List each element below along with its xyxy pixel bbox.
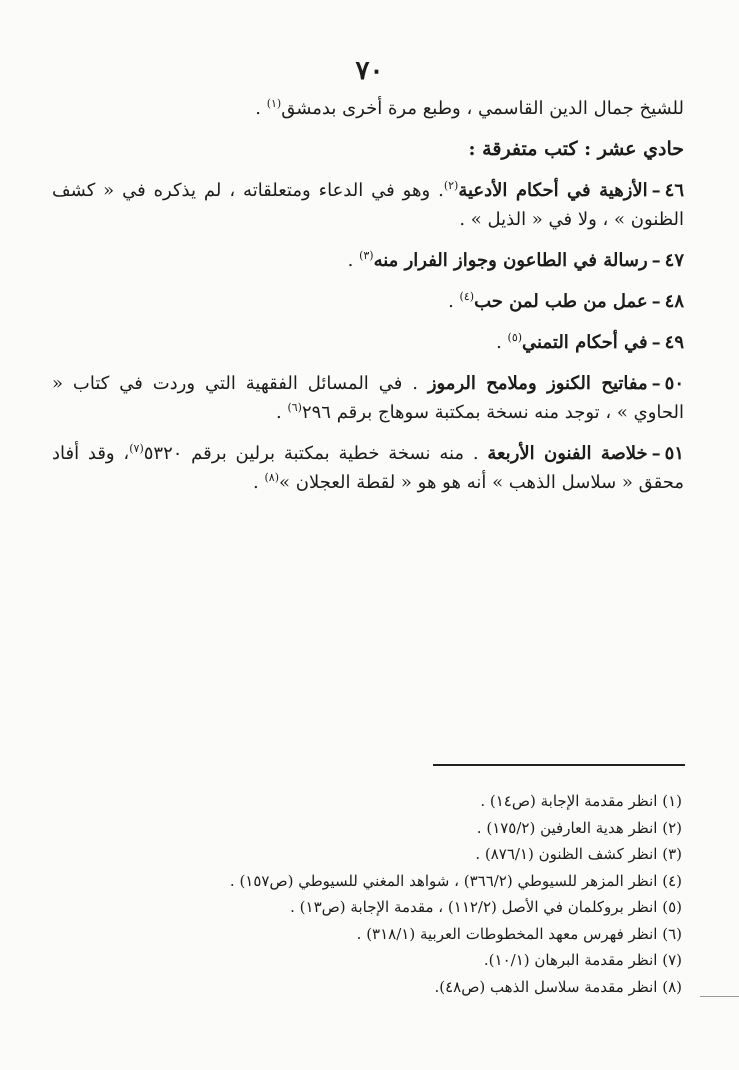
footnote-item: (٨) انظر مقدمة سلاسل الذهب (ص٤٨). [434,977,682,996]
entry-46 [52,176,684,234]
footnote-item: (٧) انظر مقدمة البرهان (١٠/١). [483,951,682,969]
entry-number: ٤٧ [664,250,684,271]
entry-text-end: . [253,472,265,493]
entry-dash: – [651,291,661,312]
entry-dash: – [651,443,661,464]
entry-dash: – [651,250,661,271]
entry-text: . [448,291,460,312]
entry-number: ٥٠ [664,373,684,394]
entry-number: ٤٨ [664,291,684,312]
entry-title: الأزهية في أحكام الأدعية [458,180,648,201]
footnote-marker[interactable]: (١) [266,97,282,110]
intro-text: للشيخ جمال الدين القاسمي ، وطبع مرة أخرى بدمشق [281,98,684,119]
entry-text: . في المسائل الفقهية التي وردت في كتاب « الحاوي » ، توجد منه نسخة بمكتبة سوهاج برقم ٢٩٦ [52,373,684,423]
footnote-item: (٦) انظر فهرس معهد المخطوطات العربية (٣١٨/١) . [356,924,682,943]
entry-number: ٤٦ [664,180,684,201]
footnote-item: (٤) انظر المزهر للسيوطي (٣٦٦/٢) ، شواهد المغني للسيوطي (ص١٥٧) . [229,871,682,890]
entry-text: . وهو في الدعاء ومتعلقاته ، لم يذكره في « كشف الظنون » ، ولا في « الذيل » . [52,180,684,230]
entry-dash: – [651,180,661,201]
entry-48 [52,287,684,316]
entry-text: . [496,332,508,353]
footnote-item: (١) انظر مقدمة الإجابة (ص١٤) . [480,792,682,810]
entry-text: . [347,250,360,271]
entry-title: رسالة في الطاعون وجواز الفرار منه [373,250,648,271]
entry-dash: – [651,373,661,394]
page-number: ٧٠ [355,56,384,86]
entry-title: خلاصة الفنون الأربعة [487,443,648,464]
footnote-marker[interactable]: (٣) [359,249,374,262]
footnote-item: (٣) انظر كشف الظنون (٨٧٦/١) . [475,845,682,863]
entry-text-after: . [276,402,288,423]
entry-51 [52,439,684,497]
footnote-marker[interactable]: (٨) [264,471,279,484]
entry-text-after: ، وقد أفاد محقق « سلاسل الذهب » أنه هو هو « لقطة العجلان » [52,443,684,493]
entry-49 [52,328,684,357]
entry-47 [52,246,684,275]
footnote-marker[interactable]: (٧) [129,442,144,455]
footnote-marker[interactable]: (٢) [443,179,459,192]
entry-number: ٥١ [664,443,684,464]
intro-end: . [255,98,267,119]
section-heading: حادي عشر : كتب متفرقة : [468,138,684,160]
entry-title: مفاتيح الكنوز وملامح الرموز [427,373,648,394]
footnote-separator [433,764,685,766]
entry-title: عمل من طب لمن حب [474,291,648,312]
footnote-marker[interactable]: (٥) [507,331,523,344]
entry-number: ٤٩ [664,332,684,353]
entry-title: في أحكام التمني [522,332,648,353]
footnotes-list [80,788,682,1000]
entry-text: . منه نسخة خطية بمكتبة برلين برقم ٥٣٢٠ [143,443,479,464]
intro-line [52,94,684,123]
footnote-marker[interactable]: (٦) [287,401,302,414]
footnote-marker[interactable]: (٤) [459,290,475,303]
scan-edge-mark [700,996,739,997]
footnote-item: (٢) انظر هدية العارفين (١٧٥/٢) . [476,818,682,837]
footnote-item: (٥) انظر بروكلمان في الأصل (١١٢/٢) ، مقدمة الإجابة (ص١٣) . [290,898,682,916]
main-text [52,94,684,497]
entry-50 [52,369,684,427]
entry-dash: – [651,332,661,353]
